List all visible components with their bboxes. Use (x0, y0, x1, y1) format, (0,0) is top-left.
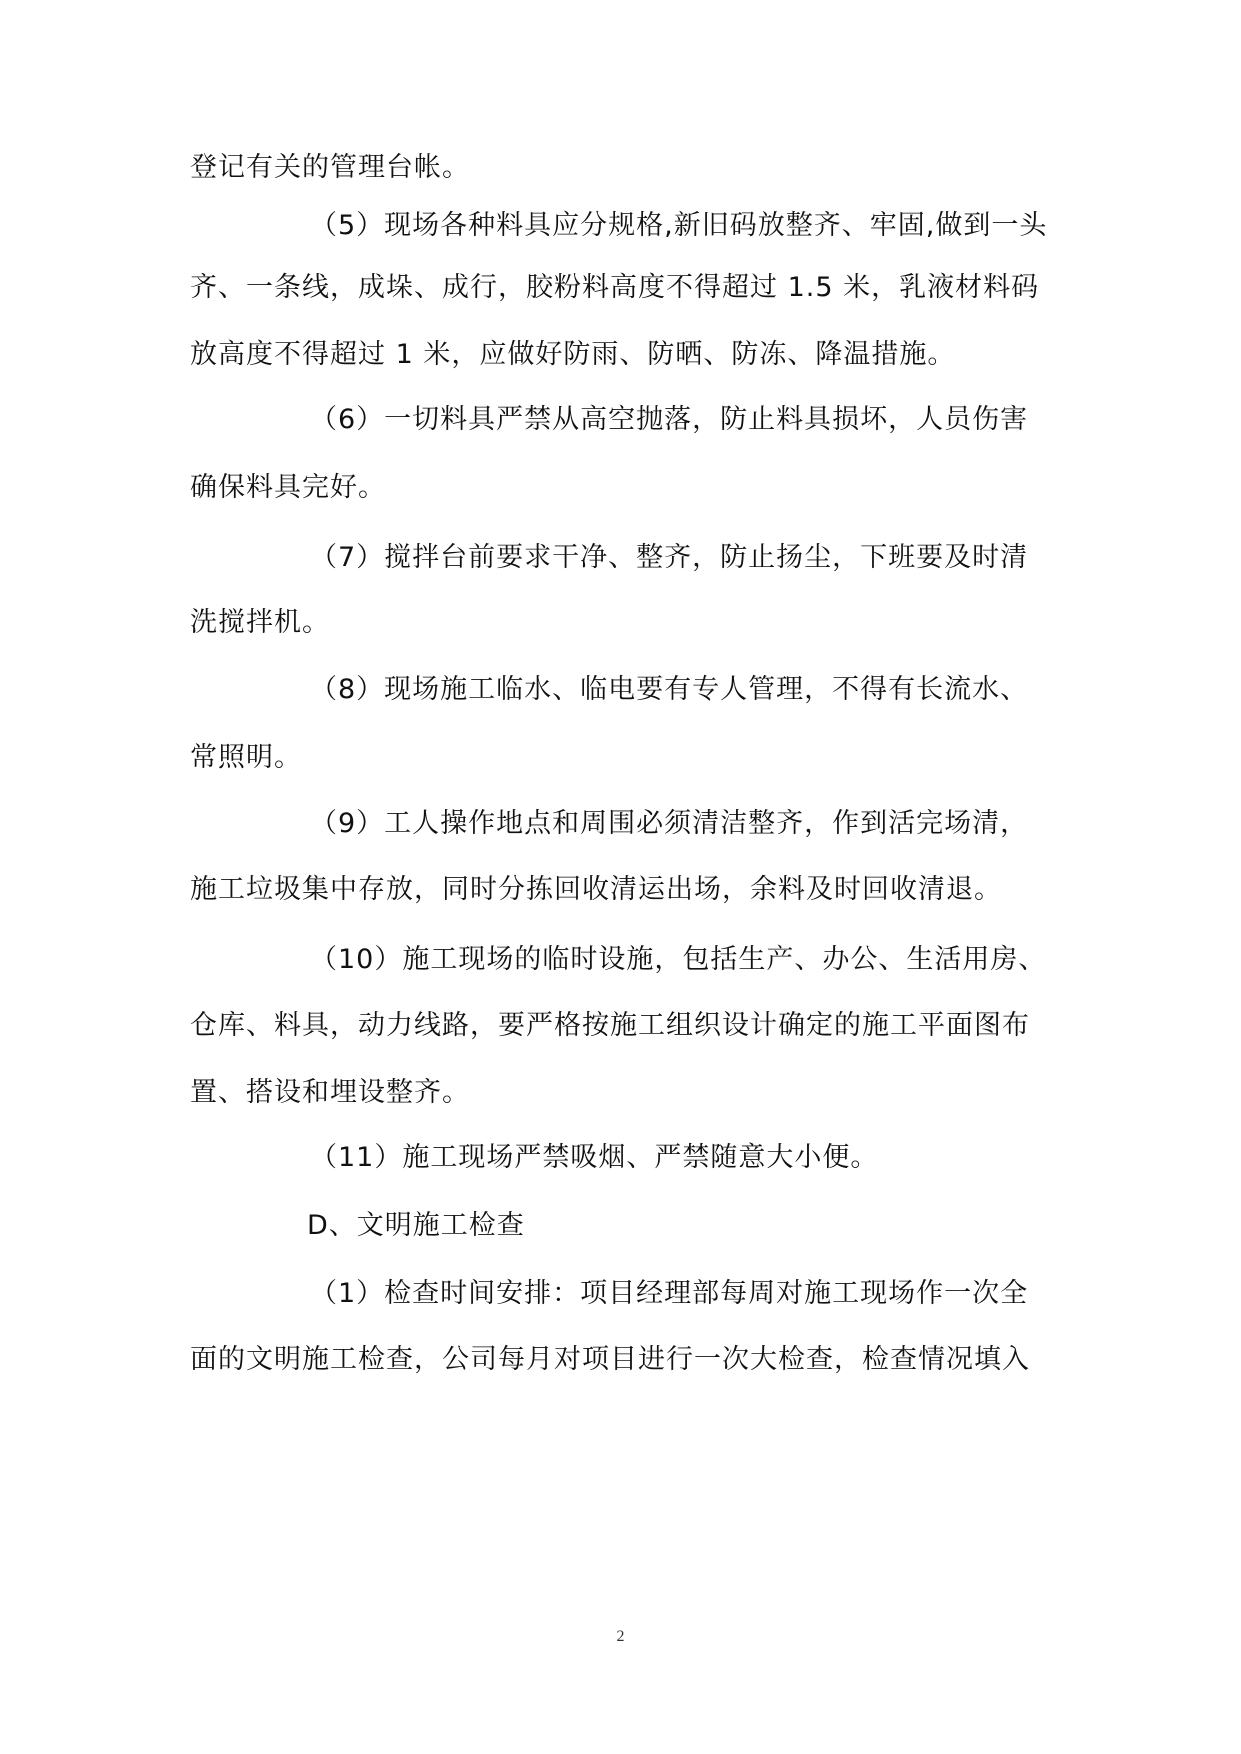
text-line: 置、搭设和埋设整齐。 (190, 1077, 470, 1108)
section-heading: D、文明施工检查 (307, 1210, 525, 1241)
text-line: （1）检查时间安排：项目经理部每周对施工现场作一次全 (310, 1278, 1029, 1309)
text-line: （10）施工现场的临时设施，包括生产、办公、生活用房、 (310, 944, 1047, 975)
text-line: 登记有关的管理台帐。 (190, 152, 470, 183)
text-line: 面的文明施工检查，公司每月对项目进行一次大检查，检查情况填入 (190, 1344, 1030, 1375)
page-number: 2 (616, 1628, 625, 1645)
text-line: （11）施工现场严禁吸烟、严禁随意大小便。 (310, 1142, 879, 1173)
text-line: 仓库、料具，动力线路，要严格按施工组织设计确定的施工平面图布 (190, 1010, 1030, 1041)
text-line: 常照明。 (190, 742, 302, 773)
text-line: 齐、一条线，成垛、成行，胶粉料高度不得超过 1.5 米，乳液材料码 (190, 272, 1040, 303)
text-line: 放高度不得超过 1 米，应做好防雨、防晒、防冻、降温措施。 (190, 339, 956, 370)
text-line: 洗搅拌机。 (190, 607, 330, 638)
text-line: 确保料具完好。 (190, 472, 386, 503)
text-line: （5）现场各种料具应分规格,新旧码放整齐、牢固,做到一头 (310, 210, 1048, 241)
text-line: （8）现场施工临水、临电要有专人管理，不得有长流水、 (310, 674, 1029, 705)
text-line: 施工垃圾集中存放，同时分拣回收清运出场，余料及时回收清退。 (190, 874, 1002, 905)
text-line: （7）搅拌台前要求干净、整齐，防止扬尘，下班要及时清 (310, 542, 1029, 573)
text-line: （6）一切料具严禁从高空抛落，防止料具损坏，人员伤害 (310, 404, 1029, 435)
text-line: （9）工人操作地点和周围必须清洁整齐，作到活完场清， (310, 808, 1029, 839)
